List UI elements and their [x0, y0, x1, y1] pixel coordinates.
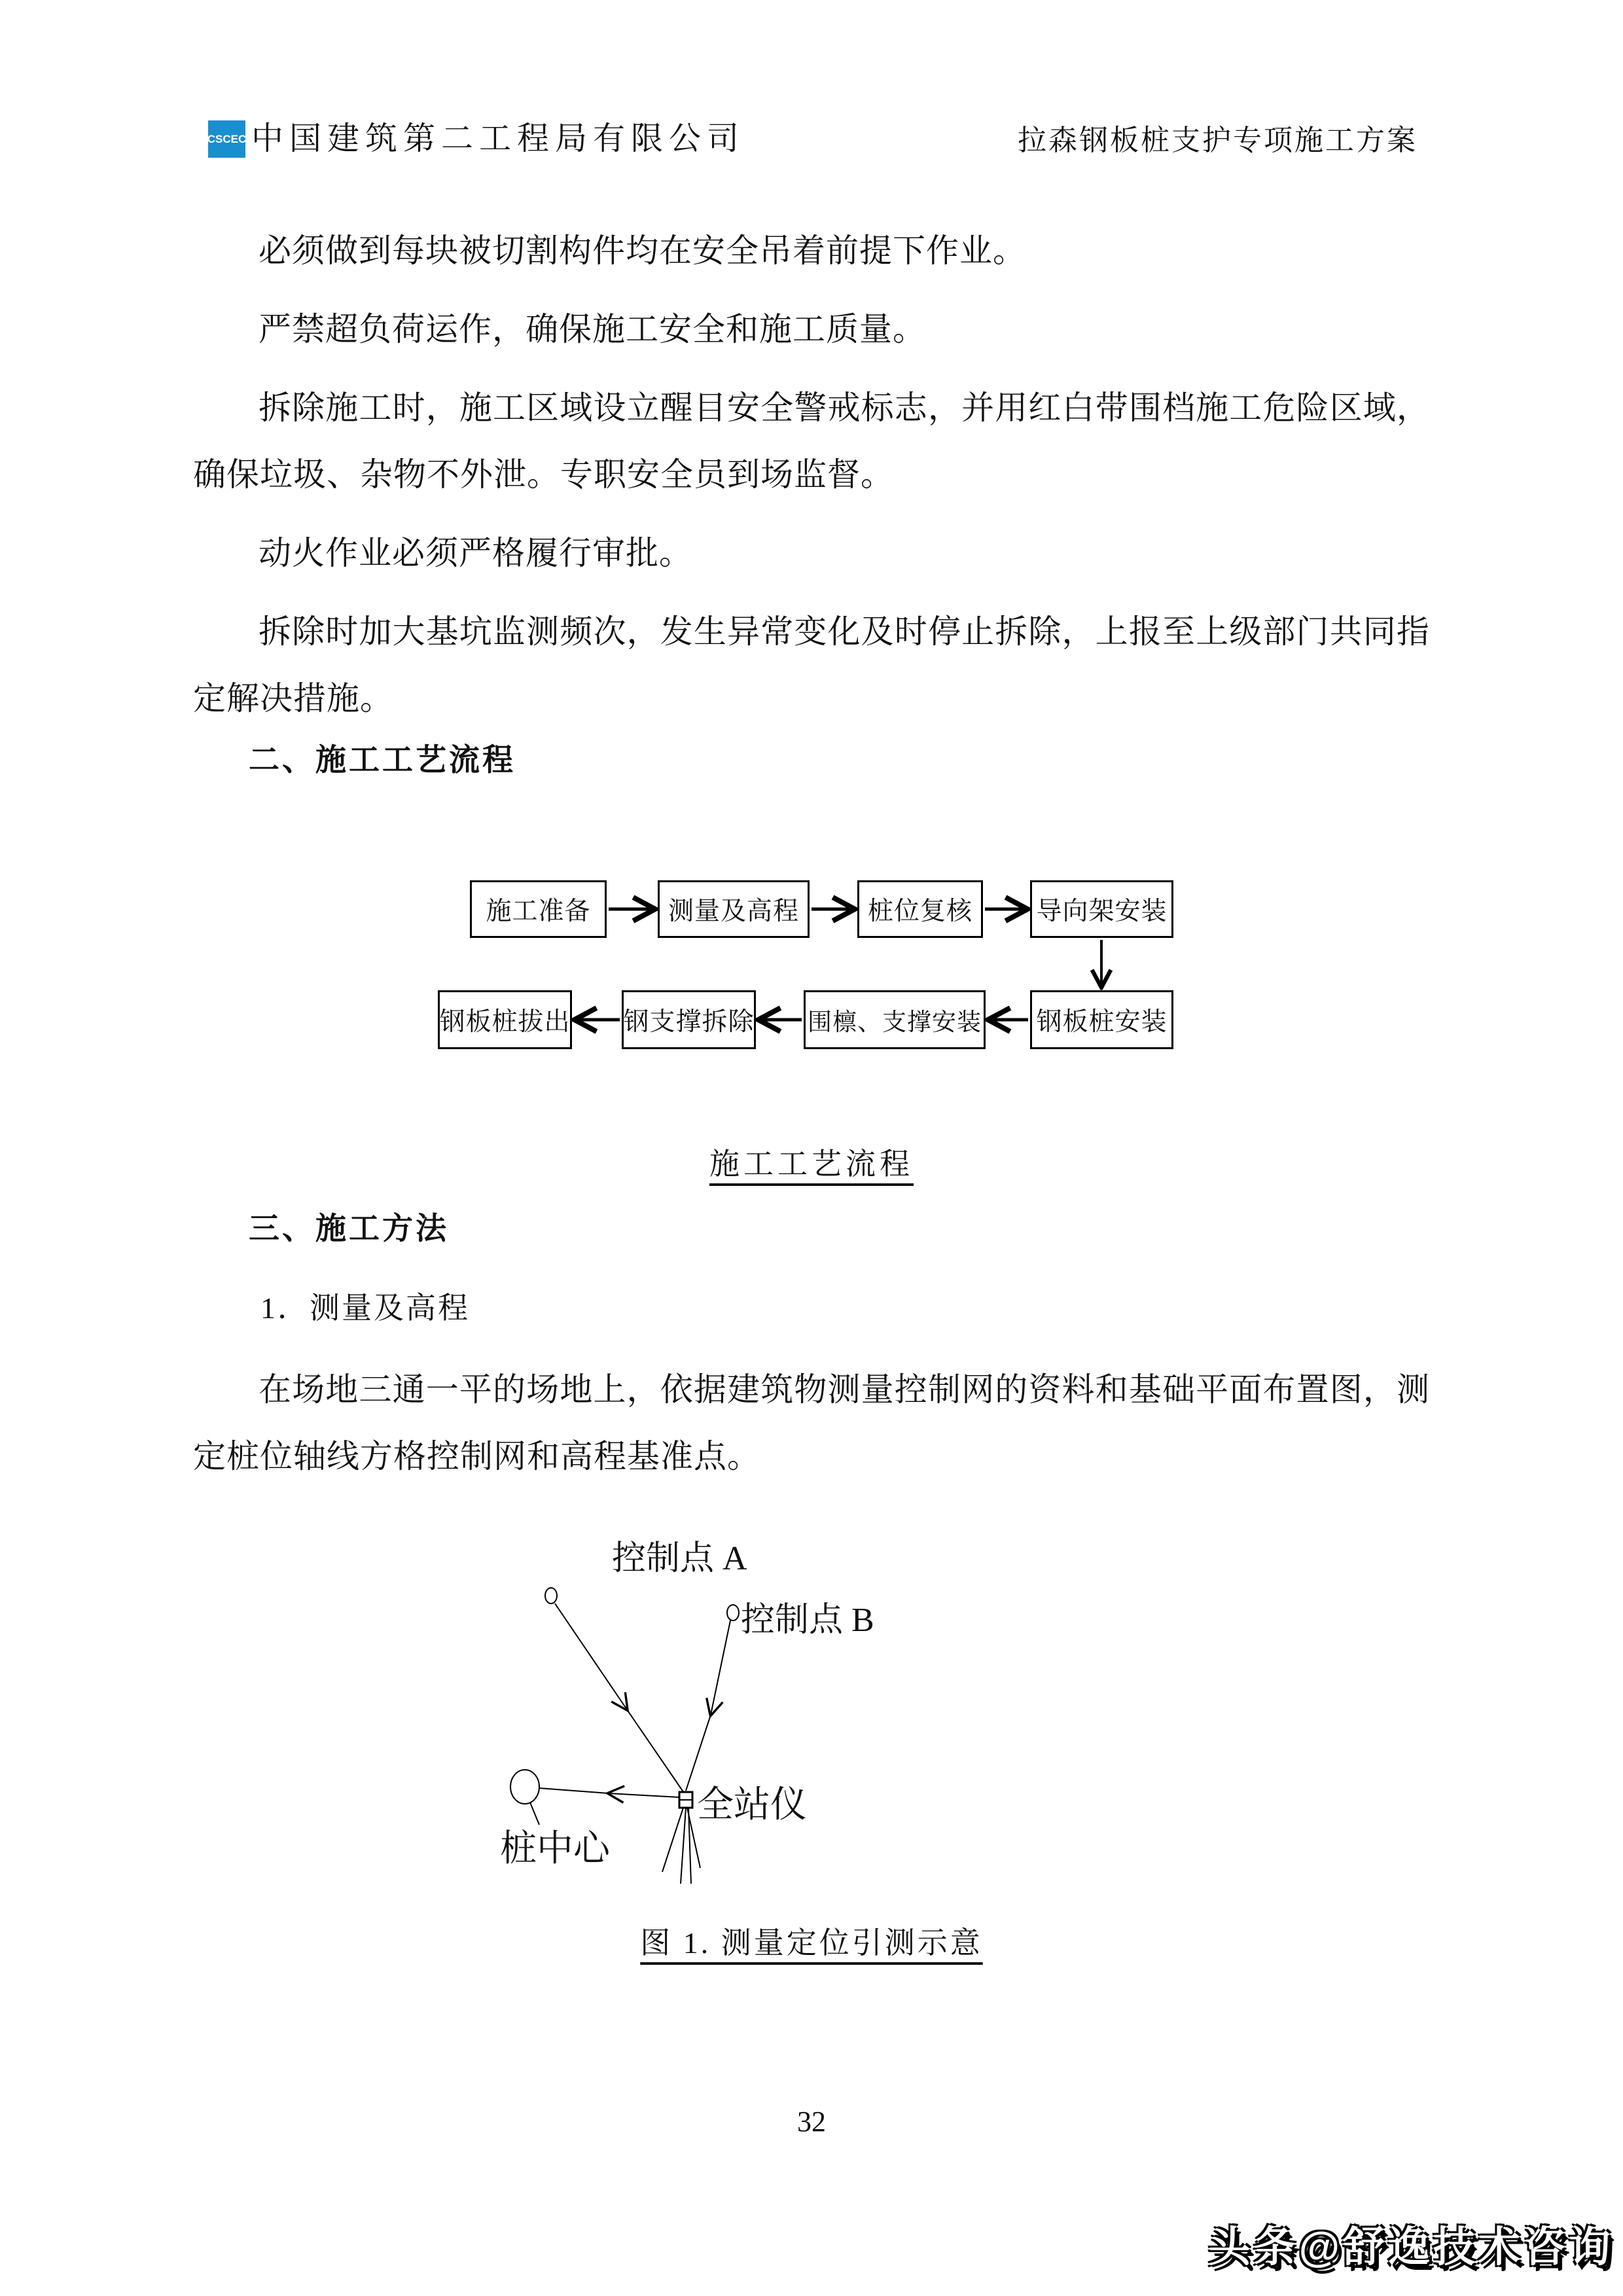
- control-point-b-marker: [727, 1605, 739, 1621]
- flow-step-strut-removal: 钢支撑拆除: [622, 990, 756, 1049]
- flow-step-construction-prep: 施工准备: [470, 880, 607, 938]
- label-control-point-b: 控制点 B: [741, 1602, 874, 1639]
- cscec-logo-icon: CSCEC: [208, 120, 245, 158]
- company-name: 中国建筑第二工程局有限公司: [251, 120, 745, 156]
- section-heading-process-flow: 二、施工工艺流程: [249, 744, 516, 778]
- body-text: [193, 217, 1430, 744]
- label-control-point-a: 控制点 A: [612, 1540, 747, 1577]
- paragraph: 必须做到每块被切割构件均在安全吊着前提下作业。: [259, 232, 1026, 269]
- paragraph: 在场地三通一平的场地上，依据建筑物测量控制网的资料和基础平面布置图，测定桩位轴线方格控制网和高程基准点。: [193, 1371, 1430, 1475]
- paragraph: 拆除施工时，施工区域设立醒目安全警戒标志，并用红白带围档施工危险区域，确保垃圾、杂物不外泄。专职安全员到场监督。: [193, 389, 1430, 493]
- sight-line-a: [555, 1604, 685, 1795]
- tripod-leg: [662, 1808, 683, 1872]
- section-heading-method: 三、施工方法: [249, 1212, 449, 1246]
- figure-caption-text: 图 1. 测量定位引测示意: [640, 1926, 983, 1960]
- control-point-a-marker: [545, 1588, 557, 1604]
- flow-step-waler-strut-install: 围檩、支撑安装: [804, 990, 986, 1049]
- sight-line-b: [686, 1621, 730, 1791]
- flowchart-caption-text: 施工工艺流程: [709, 1147, 914, 1181]
- flow-step-guide-frame-install: 导向架安装: [1030, 880, 1173, 938]
- page-number: 32: [797, 2106, 826, 2138]
- label-total-station: 全站仪: [697, 1785, 807, 1825]
- watermark: 头条@舒逸技术咨询: [1208, 2223, 1614, 2270]
- flow-step-pile-extraction: 钢板桩拔出: [438, 990, 572, 1049]
- flowchart-caption: [0, 1140, 1623, 1183]
- page-header: [208, 119, 1418, 160]
- paragraph: 动火作业必须严格履行审批。: [259, 535, 692, 571]
- flow-step-survey-elevation: 测量及高程: [658, 880, 810, 938]
- flow-step-pile-recheck: 桩位复核: [857, 880, 983, 938]
- process-flowchart: [393, 851, 1243, 1073]
- sight-line-pile: [539, 1788, 679, 1797]
- pile-center-marker: [510, 1770, 539, 1804]
- flow-step-sheet-pile-install: 钢板桩安装: [1030, 990, 1173, 1049]
- figure-caption: [0, 1919, 1623, 1962]
- label-pile-center: 桩中心: [500, 1829, 610, 1869]
- document-title: 拉森钢板桩支护专项施工方案: [1018, 124, 1418, 156]
- tripod-leg: [681, 1808, 686, 1884]
- survey-diagram: [491, 1525, 988, 1898]
- subsection-heading-survey: 1．测量及高程: [260, 1291, 470, 1325]
- paragraph: 拆除时加大基坑监测频次，发生异常变化及时停止拆除，上报至上级部门共同指定解决措施。: [193, 613, 1430, 717]
- paragraph: 严禁超负荷运作，确保施工安全和施工质量。: [259, 311, 926, 348]
